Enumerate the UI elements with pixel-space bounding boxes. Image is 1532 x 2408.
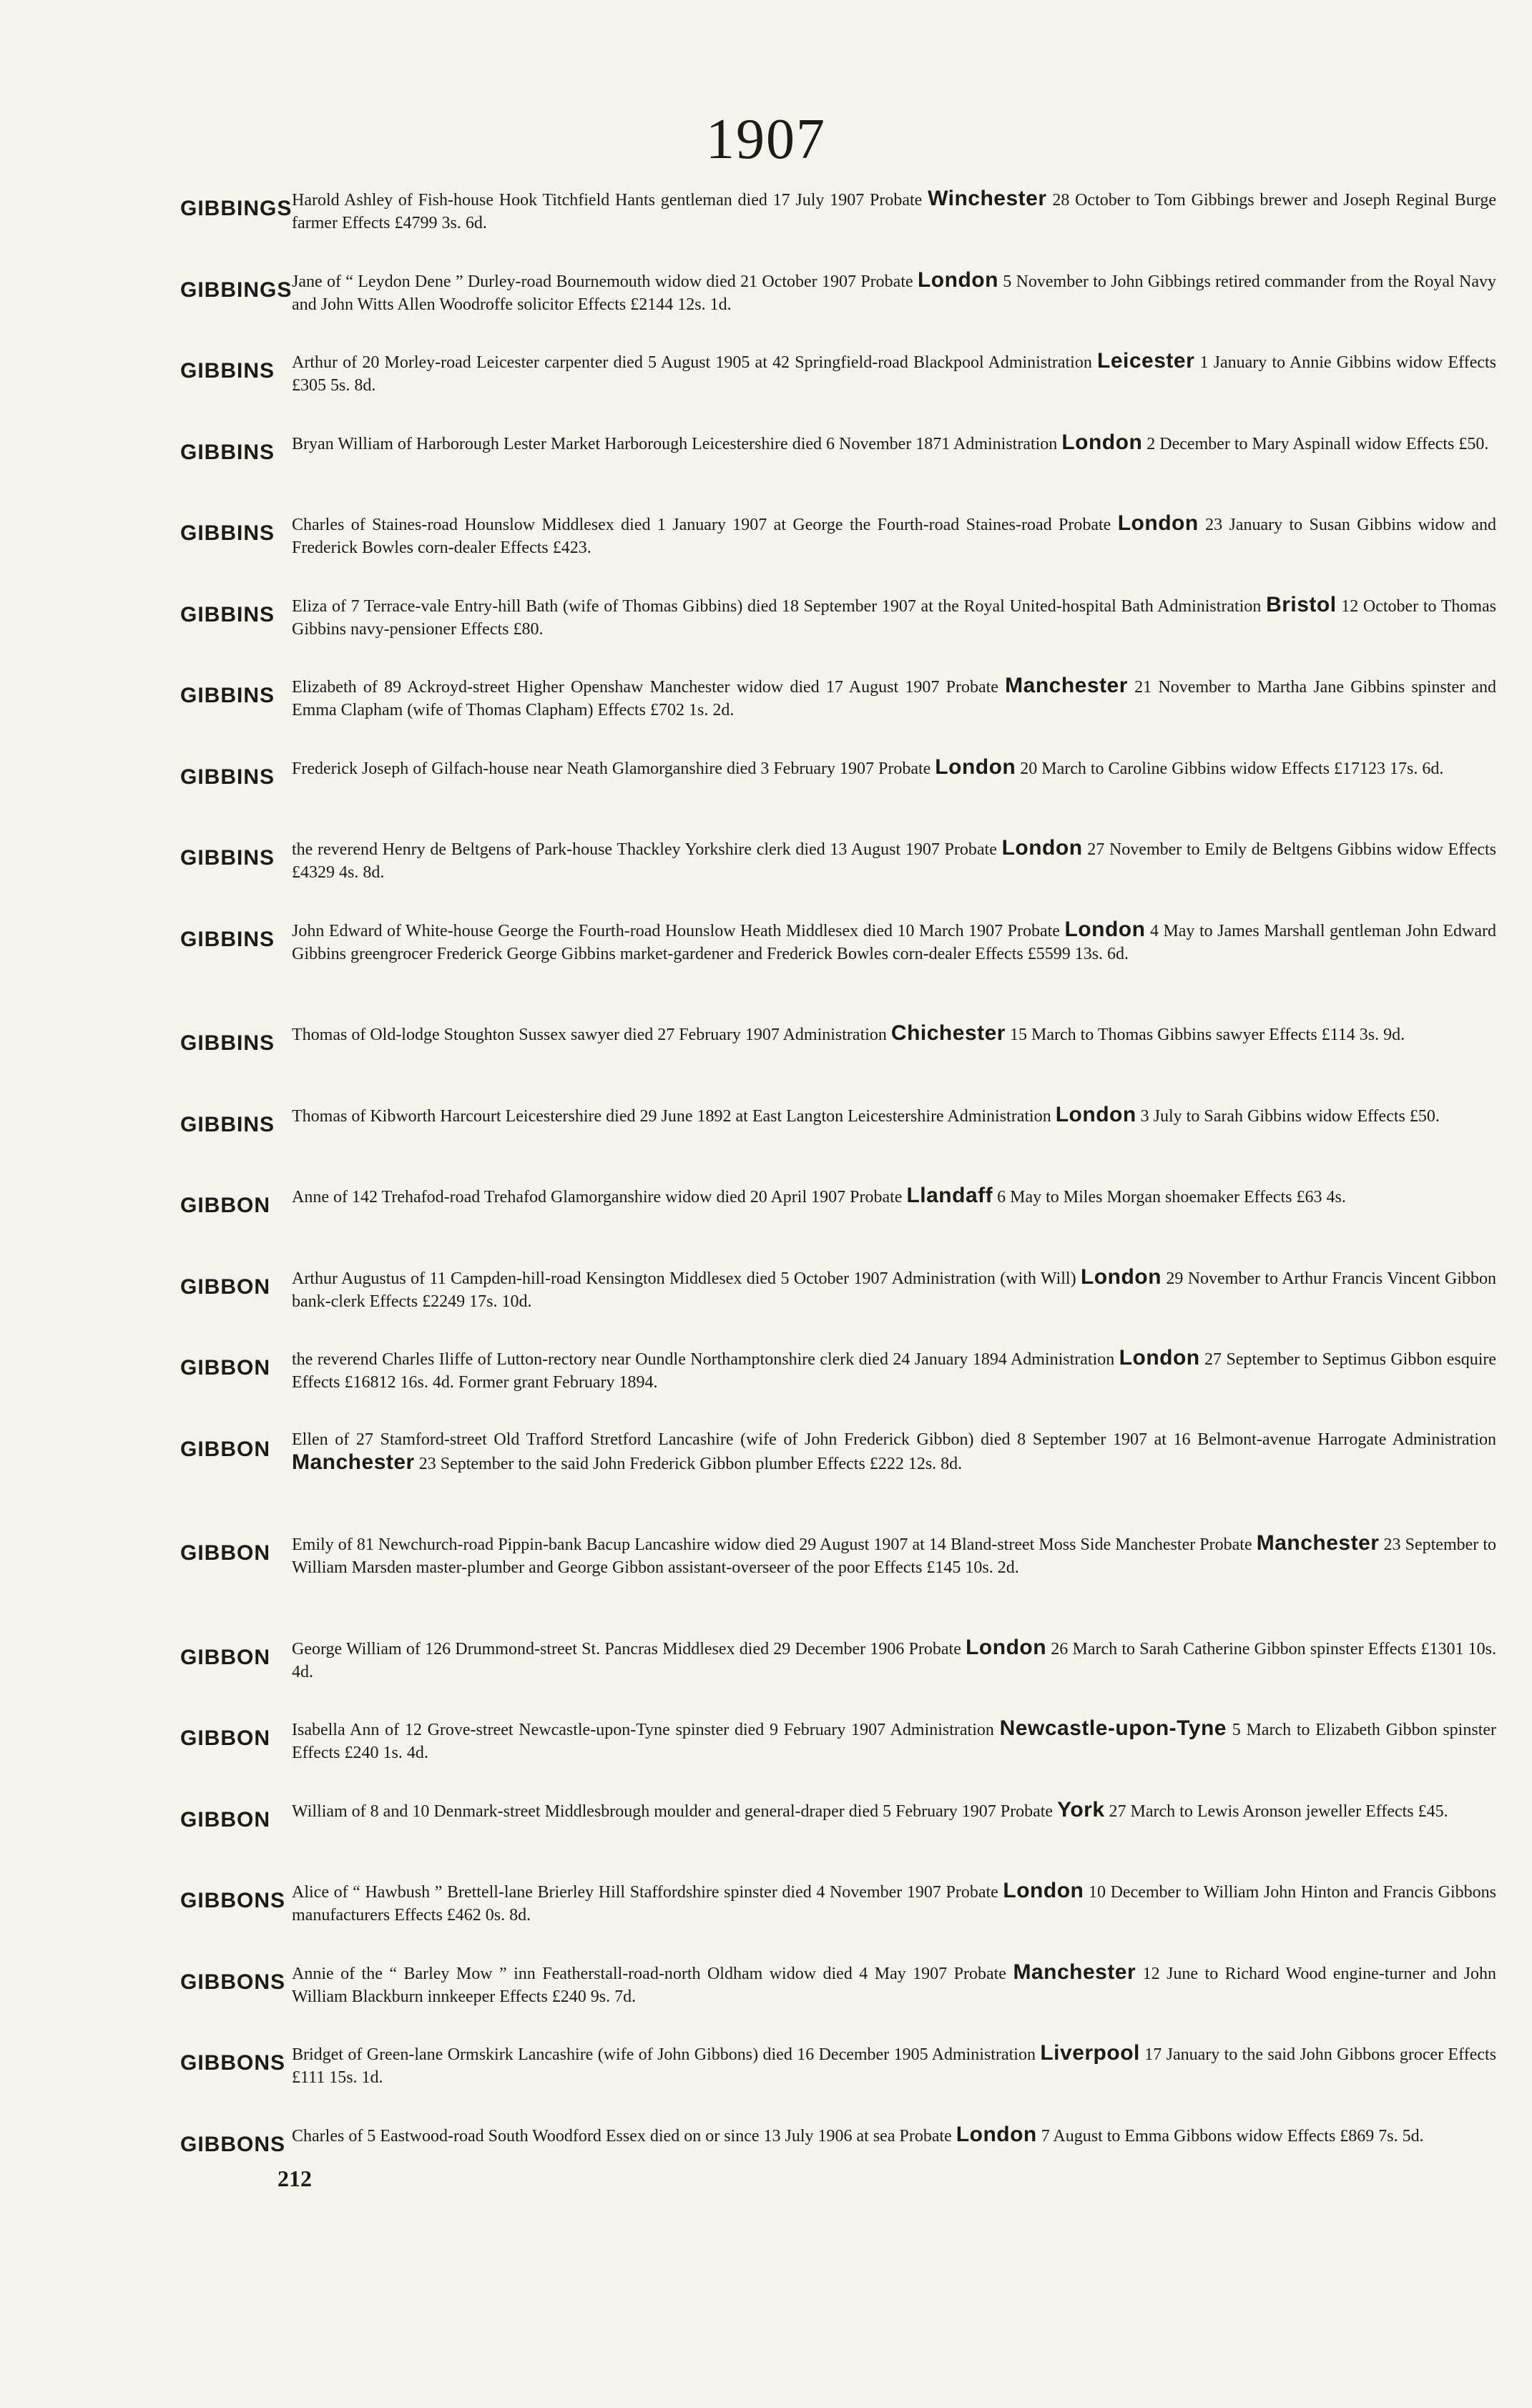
- entry-details: Jane of “ Leydon Dene ” Durley-road Bournemouth widow died 21 October 1907 Probate: [292, 272, 913, 291]
- entry-text: [292, 1636, 1496, 1684]
- entry-registry-office: London: [917, 268, 998, 292]
- entry-registry-office: York: [1057, 1798, 1105, 1822]
- probate-entry: [180, 1266, 1496, 1327]
- entry-text: [292, 1879, 1496, 1927]
- entry-grant-details: 12 October to Thomas Gibbins navy-pensioner Effects £80.: [292, 596, 1496, 639]
- entry-surname: GIBBINS: [180, 602, 275, 626]
- probate-entry: [180, 2123, 1496, 2185]
- entry-grant-details: 23 September to the said John Frederick Gibbon plumber Effects £222 12s. 8d.: [418, 1454, 963, 1473]
- entry-grant-details: 29 November to Arthur Francis Vincent Gibbon bank-clerk Effects £2249 17s. 10d.: [292, 1269, 1496, 1311]
- probate-entry-list: [180, 187, 1496, 2204]
- probate-entry: [180, 1104, 1496, 1165]
- entry-registry-office: London: [1064, 918, 1146, 941]
- entry-grant-details: 27 March to Lewis Aronson jeweller Effects £45.: [1109, 1802, 1448, 1821]
- probate-entry: [180, 1879, 1496, 1941]
- entry-text: [292, 1347, 1496, 1394]
- entry-registry-office: London: [1061, 431, 1143, 454]
- entry-text: [292, 1799, 1496, 1823]
- probate-entry: [180, 1636, 1496, 1698]
- entry-registry-office: London: [1055, 1103, 1136, 1126]
- entry-surname: GIBBINS: [180, 440, 275, 464]
- entry-surname: GIBBINS: [180, 684, 275, 707]
- probate-entry: [180, 918, 1496, 1003]
- entry-surname: GIBBINS: [180, 765, 275, 789]
- entry-text: [292, 1266, 1496, 1313]
- entry-details: Bryan William of Harborough Lester Market Harborough Leicestershire died 6 November 1871 Administration: [292, 434, 1058, 453]
- entry-grant-details: 7 August to Emma Gibbons widow Effects £869 7s. 5d.: [1041, 2126, 1424, 2146]
- entry-grant-details: 23 January to Susan Gibbins widow and Frederick Bowles corn-dealer Effects £423.: [292, 516, 1496, 557]
- entry-details: Thomas of Kibworth Harcourt Leicestershire died 29 June 1892 at East Langton Leicestershire Administration: [292, 1106, 1051, 1126]
- entry-details: the reverend Henry de Beltgens of Park-house Thackley Yorkshire clerk died 13 August 1907 Probate: [292, 840, 997, 859]
- probate-entry: [180, 837, 1496, 898]
- probate-entry: [180, 269, 1496, 330]
- probate-entry: [180, 512, 1496, 574]
- entry-registry-office: Newcastle-upon-Tyne: [999, 1717, 1227, 1740]
- entry-details: William of 8 and 10 Denmark-street Middlesbrough moulder and general-draper died 5 February 1907 Probate: [292, 1802, 1054, 1821]
- entry-registry-office: Liverpool: [1040, 2042, 1140, 2065]
- entry-details: Thomas of Old-lodge Stoughton Sussex sawyer died 27 February 1907 Administration: [292, 1026, 887, 1044]
- entry-text: [292, 1961, 1496, 2008]
- probate-entry: [180, 1184, 1496, 1246]
- entry-text: [292, 1022, 1496, 1046]
- entry-surname: GIBBON: [180, 1645, 270, 1669]
- entry-surname: GIBBON: [180, 1194, 270, 1217]
- entry-text: [292, 1104, 1496, 1128]
- entry-grant-details: 1 January to Annie Gibbins widow Effects £305 5s. 8d.: [292, 353, 1496, 395]
- entry-registry-office: London: [1117, 512, 1199, 535]
- entry-registry-office: Manchester: [1256, 1532, 1380, 1555]
- entry-text: [292, 918, 1496, 965]
- entry-surname: GIBBONS: [180, 1970, 286, 1994]
- entry-registry-office: Chichester: [890, 1022, 1006, 1045]
- probate-entry: [180, 1799, 1496, 1860]
- probate-entry: [180, 756, 1496, 817]
- entry-details: Alice of “ Hawbush ” Brettell-lane Brierley Hill Staffordshire spinster died 4 November 1907 Probate: [292, 1883, 998, 1902]
- entry-grant-details: 15 March to Thomas Gibbins sawyer Effects £114 3s. 9d.: [1009, 1026, 1405, 1044]
- probate-entry: [180, 1961, 1496, 2023]
- entry-grant-details: 27 September to Septimus Gibbon esquire Effects £16812 16s. 4d. Former grant February 1894.: [292, 1350, 1496, 1392]
- entry-details: John Edward of White-house George the Fourth-road Hounslow Heath Middlesex died 10 March 1907 Probate: [292, 921, 1060, 940]
- entry-surname: GIBBINS: [180, 1112, 275, 1136]
- entry-text: [292, 431, 1496, 456]
- entry-surname: GIBBON: [180, 1274, 270, 1299]
- entry-registry-office: London: [1119, 1347, 1200, 1370]
- entry-details: Charles of 5 Eastwood-road South Woodford Essex died on or since 13 July 1906 at sea Probate: [292, 2126, 952, 2146]
- entry-grant-details: 21 November to Martha Jane Gibbins spinster and Emma Clapham (wife of Thomas Clapham) Effects £702 1s. 2d.: [292, 678, 1496, 719]
- probate-entry: [180, 187, 1496, 249]
- entry-details: Elizabeth of 89 Ackroyd-street Higher Openshaw Manchester widow died 17 August 1907 Probate: [292, 678, 998, 697]
- entry-grant-details: 6 May to Miles Morgan shoemaker Effects £63 4s.: [997, 1188, 1346, 1207]
- entry-registry-office: Llandaff: [906, 1184, 993, 1207]
- entry-registry-office: London: [966, 1636, 1047, 1659]
- entry-grant-details: 28 October to Tom Gibbings brewer and Joseph Reginal Burge farmer Effects £4799 3s. 6d.: [292, 191, 1496, 232]
- entry-surname: GIBBONS: [180, 2051, 286, 2075]
- probate-entry: [180, 1532, 1496, 1616]
- entry-grant-details: 17 January to the said John Gibbons grocer Effects £111 15s. 1d.: [292, 2045, 1496, 2087]
- entry-text: [292, 187, 1496, 235]
- entry-text: [292, 2042, 1496, 2089]
- entry-registry-office: London: [1003, 1879, 1084, 1902]
- entry-surname: GIBBINS: [180, 521, 275, 545]
- entry-grant-details: 3 July to Sarah Gibbins widow Effects £50.: [1140, 1106, 1440, 1126]
- entry-text: [292, 1717, 1496, 1764]
- entry-details: Eliza of 7 Terrace-vale Entry-hill Bath (wife of Thomas Gibbins) died 18 September 1907 at the Royal United-hospital Bath Administration: [292, 596, 1262, 616]
- entry-details: Bridget of Green-lane Ormskirk Lancashire (wife of John Gibbons) died 16 December 1905 Administration: [292, 2045, 1036, 2064]
- probate-entry: [180, 1347, 1496, 1408]
- entry-surname: GIBBINGS: [180, 197, 293, 220]
- entry-text: [292, 269, 1496, 316]
- probate-entry: [180, 1717, 1496, 1779]
- probate-entry: [180, 431, 1496, 493]
- entry-surname: GIBBON: [180, 1356, 270, 1380]
- probate-entry: [180, 594, 1496, 655]
- entry-registry-office: Winchester: [928, 187, 1047, 210]
- entry-surname: GIBBINS: [180, 1031, 275, 1055]
- entry-surname: GIBBONS: [180, 1889, 286, 1912]
- entry-grant-details: 23 September to William Marsden master-plumber and George Gibbon assistant-overseer of the poor Effects £145 10s. 2d.: [292, 1535, 1496, 1577]
- probate-entry: [180, 674, 1496, 736]
- entry-text: [292, 594, 1496, 641]
- entry-details: Isabella Ann of 12 Grove-street Newcastle-upon-Tyne spinster died 9 February 1907 Administration: [292, 1721, 994, 1739]
- entry-details: Anne of 142 Trehafod-road Trehafod Glamorganshire widow died 20 April 1907 Probate: [292, 1188, 903, 1207]
- entry-text: [292, 1184, 1496, 1209]
- entry-details: Frederick Joseph of Gilfach-house near Neath Glamorganshire died 3 February 1907 Probate: [292, 759, 931, 778]
- entry-details: the reverend Charles Iliffe of Lutton-rectory near Oundle Northamptonshire clerk died 24 January 1894 Administration: [292, 1350, 1115, 1369]
- entry-text: [292, 756, 1496, 780]
- entry-text: [292, 512, 1496, 559]
- entry-details: Arthur of 20 Morley-road Leicester carpenter died 5 August 1905 at 42 Springfield-road Blackpool Administration: [292, 353, 1092, 372]
- entry-grant-details: 5 November to John Gibbings retired commander from the Royal Navy and John Witts Allen Woodroffe solicitor Effects £2144 12s. 1d.: [292, 272, 1496, 314]
- entry-grant-details: 27 November to Emily de Beltgens Gibbins widow Effects £4329 4s. 8d.: [292, 840, 1496, 882]
- probate-entry: [180, 2042, 1496, 2103]
- entry-details: Arthur Augustus of 11 Campden-hill-road Kensington Middlesex died 5 October 1907 Administration (with Will): [292, 1269, 1076, 1288]
- entry-surname: GIBBON: [180, 1541, 270, 1565]
- entry-details: Harold Ashley of Fish-house Hook Titchfield Hants gentleman died 17 July 1907 Probate: [292, 191, 923, 210]
- entry-registry-office: London: [956, 2123, 1037, 2146]
- entry-surname: GIBBONS: [180, 2132, 286, 2156]
- entry-registry-office: Manchester: [292, 1450, 415, 1474]
- entry-registry-office: Bristol: [1266, 593, 1337, 616]
- entry-surname: GIBBON: [180, 1437, 270, 1461]
- entry-text: [292, 1532, 1496, 1579]
- entry-surname: GIBBINS: [180, 927, 275, 951]
- entry-grant-details: 5 March to Elizabeth Gibbon spinster Effects £240 1s. 4d.: [292, 1721, 1496, 1762]
- page-number: 212: [278, 2166, 312, 2191]
- entry-details: Annie of the “ Barley Mow ” inn Featherstall-road-north Oldham widow died 4 May 1907 Probate: [292, 1964, 1006, 1983]
- entry-registry-office: London: [1001, 837, 1083, 860]
- entry-registry-office: Manchester: [1013, 1960, 1136, 1984]
- entry-text: [292, 674, 1496, 722]
- entry-text: [292, 837, 1496, 884]
- entry-registry-office: Manchester: [1005, 674, 1128, 697]
- entry-grant-details: 20 March to Caroline Gibbins widow Effects £17123 17s. 6d.: [1020, 759, 1444, 778]
- probate-entry: [180, 350, 1496, 411]
- entry-surname: GIBBINGS: [180, 277, 293, 302]
- entry-details: Charles of Staines-road Hounslow Middlesex died 1 January 1907 at George the Fourth-road Staines-road Probate: [292, 516, 1111, 534]
- entry-text: [292, 1428, 1496, 1475]
- page-year-heading: 1907: [706, 108, 826, 171]
- entry-grant-details: 26 March to Sarah Catherine Gibbon spinster Effects £1301 10s. 4d.: [292, 1639, 1496, 1681]
- entry-registry-office: Leicester: [1097, 350, 1195, 373]
- entry-surname: GIBBINS: [180, 846, 275, 870]
- entry-details: Ellen of 27 Stamford-street Old Trafford Stretford Lancashire (wife of John Frederick Gibbon) died 8 September 1907 at 16 Belmont-avenue Harrogate Administration: [292, 1430, 1496, 1449]
- entry-surname: GIBBINS: [180, 359, 275, 383]
- entry-registry-office: London: [935, 755, 1016, 779]
- probate-entry: [180, 1022, 1496, 1083]
- entry-text: [292, 350, 1496, 397]
- entry-surname: GIBBON: [180, 1807, 270, 1832]
- entry-details: George William of 126 Drummond-street St. Pancras Middlesex died 29 December 1906 Probate: [292, 1639, 961, 1658]
- entry-surname: GIBBON: [180, 1726, 270, 1750]
- entry-text: [292, 2123, 1496, 2148]
- entry-grant-details: 4 May to James Marshall gentleman John Edward Gibbins greengrocer Frederick George Gibbins market-gardener and Frederick Bowles corn-dealer Effects £5599 13s. 6d.: [292, 921, 1496, 963]
- probate-entry: [180, 1428, 1496, 1513]
- entry-grant-details: 2 December to Mary Aspinall widow Effects £50.: [1146, 434, 1489, 453]
- entry-grant-details: 12 June to Richard Wood engine-turner and John William Blackburn innkeeper Effects £240 9s. 7d.: [292, 1964, 1496, 2006]
- entry-registry-office: London: [1080, 1265, 1162, 1289]
- entry-details: Emily of 81 Newchurch-road Pippin-bank Bacup Lancashire widow died 29 August 1907 at 14 Bland-street Moss Side Manchester Probate: [292, 1535, 1252, 1554]
- entry-grant-details: 10 December to William John Hinton and Francis Gibbons manufacturers Effects £462 0s. 8d.: [292, 1883, 1496, 1925]
